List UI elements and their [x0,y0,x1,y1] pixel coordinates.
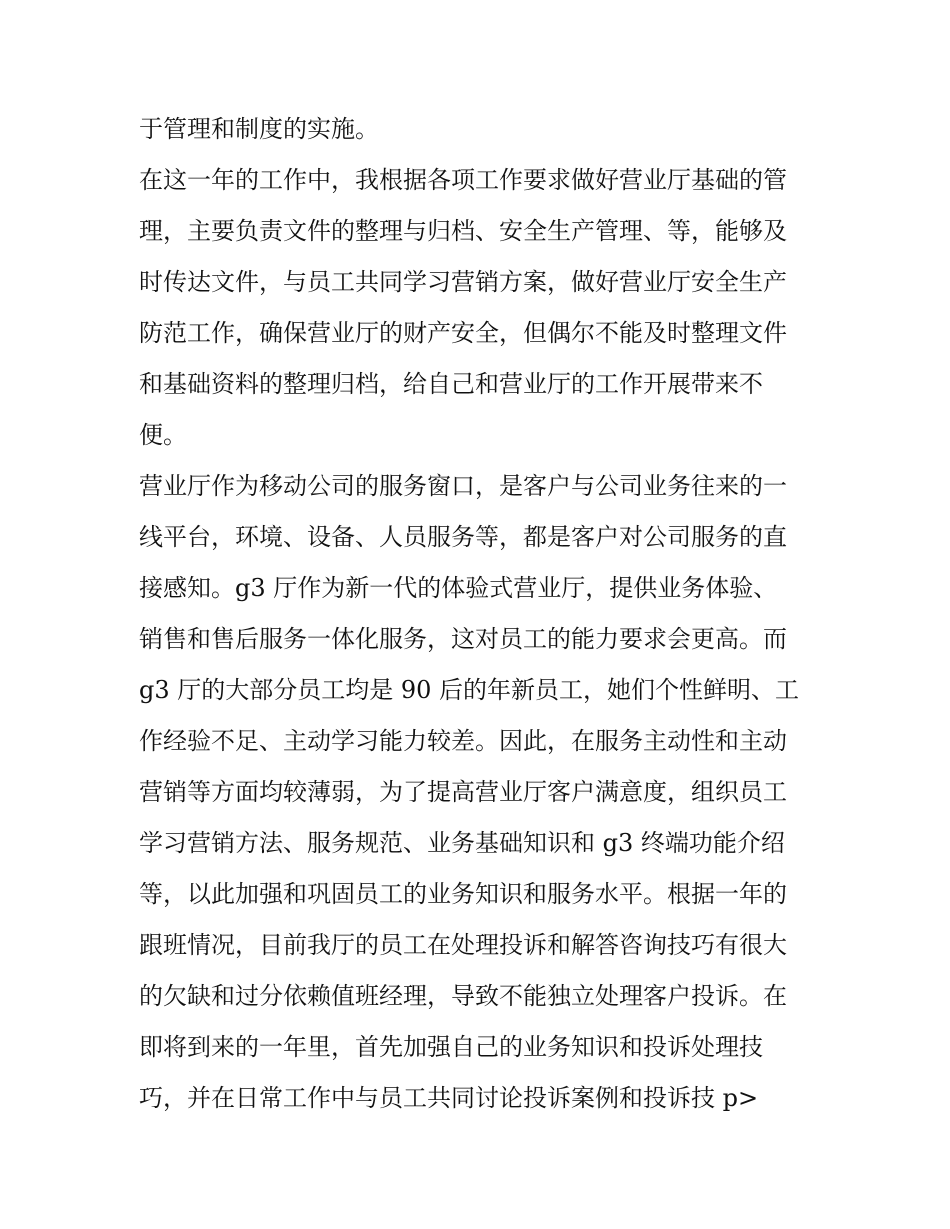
text-line: 理，主要负责文件的整理与归档、安全生产管理、等，能够及 [139,217,787,245]
text-line: 等，以此加强和巩固员工的业务知识和服务水平。根据一年的 [139,880,787,908]
text-line: 在这一年的工作中，我根据各项工作要求做好营业厅基础的管 [139,166,787,194]
text-line: 巧，并在日常工作中与员工共同讨论投诉案例和投诉技 p> [139,1084,759,1112]
text-line: 即将到来的一年里，首先加强自己的业务知识和投诉处理技 [139,1033,763,1061]
text-line: g3 厅的大部分员工均是 90 后的年新员工，她们个性鲜明、工 [139,676,800,704]
text-line: 于管理和制度的实施。 [139,115,379,143]
text-line: 线平台，环境、设备、人员服务等，都是客户对公司服务的直 [139,523,787,551]
text-line: 作经验不足、主动学习能力较差。因此，在服务主动性和主动 [139,727,787,755]
text-line: 跟班情况，目前我厅的员工在处理投诉和解答咨询技巧有很大 [139,931,787,959]
body-text [139,104,819,1124]
text-line: 营业厅作为移动公司的服务窗口，是客户与公司业务往来的一 [139,472,787,500]
text-line: 营销等方面均较薄弱，为了提高营业厅客户满意度，组织员工 [139,778,787,806]
text-line: 的欠缺和过分依赖值班经理，导致不能独立处理客户投诉。在 [139,982,787,1010]
text-line: 和基础资料的整理归档，给自己和营业厅的工作开展带来不 [139,370,763,398]
text-line: 销售和售后服务一体化服务，这对员工的能力要求会更高。而 [139,625,787,653]
text-line: 便。 [139,421,187,449]
text-line: 时传达文件，与员工共同学习营销方案，做好营业厅安全生产 [139,268,787,296]
text-line: 学习营销方法、服务规范、业务基础知识和 g3 终端功能介绍 [139,829,785,857]
text-line: 接感知。g3 厅作为新一代的体验式营业厅，提供业务体验、 [139,574,778,602]
text-line: 防范工作，确保营业厅的财产安全，但偶尔不能及时整理文件 [139,319,787,347]
